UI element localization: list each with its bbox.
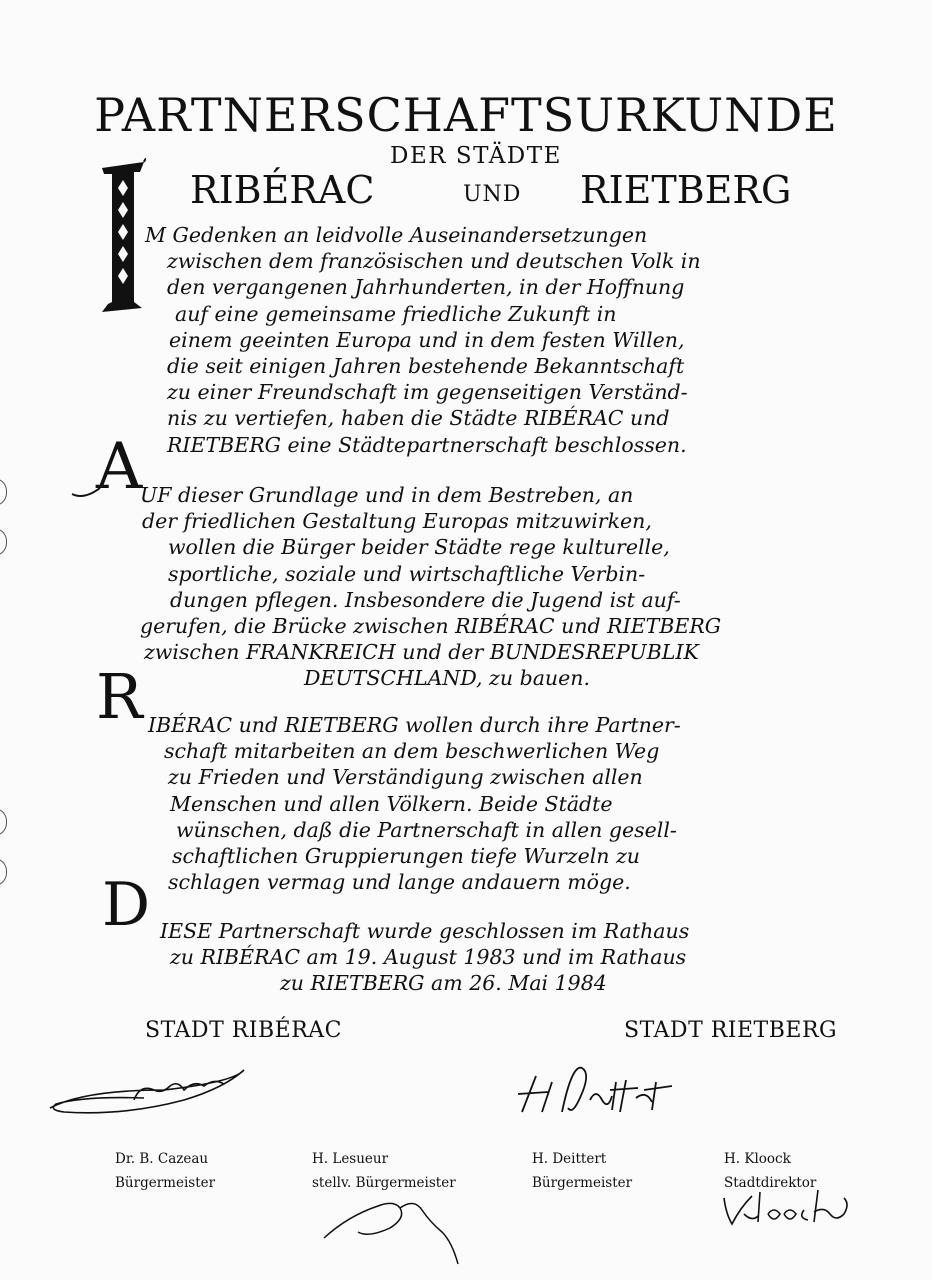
paragraph-line: IESE Partnerschaft wurde geschlossen im Rathaus xyxy=(160,919,690,943)
paragraph-line: RIETBERG eine Städtepartnerschaft beschlossen. xyxy=(167,432,687,457)
initial-a-flourish xyxy=(70,478,120,500)
paragraph-line: zu RIBÉRAC am 19. August 1983 und im Rathaus xyxy=(170,945,687,970)
signature-lesueur xyxy=(318,1192,468,1272)
punch-hole xyxy=(0,808,7,836)
paragraph-1 xyxy=(145,222,865,458)
initial-a: A xyxy=(96,430,143,504)
paragraph-line: zwischen dem französischen und deutschen Volk in xyxy=(167,249,701,274)
paragraph-line: zu RIETBERG am 26. Mai 1984 xyxy=(280,971,607,996)
signer-city-right: STADT RIETBERG xyxy=(624,1018,838,1043)
paragraph-4 xyxy=(160,918,860,997)
paragraph-line: schaft mitarbeiten an dem beschwerlichen Weg xyxy=(164,739,660,764)
paragraph-line: gerufen, die Brücke zwischen RIBÉRAC und RIETBERG xyxy=(140,614,722,639)
paragraph-line: UF dieser Grundlage und in dem Bestreben, an xyxy=(140,483,634,507)
paragraph-line: einem geeinten Europa und in dem festen Willen, xyxy=(169,327,685,352)
signature-deittert xyxy=(512,1052,692,1122)
paragraph-line: dungen pflegen. Insbesondere die Jugend ist auf- xyxy=(170,587,681,612)
decorated-initial-i xyxy=(100,158,146,316)
official-cazeau xyxy=(115,1147,215,1195)
paragraph-line: sportliche, soziale und wirtschaftliche Verbin- xyxy=(168,561,646,586)
paragraph-line: wollen die Bürger beider Städte rege kulturelle, xyxy=(168,535,670,560)
punch-hole xyxy=(0,528,7,556)
paragraph-line: wünschen, daß die Partnerschaft in allen gesell- xyxy=(176,817,677,842)
official-kloock xyxy=(724,1147,816,1195)
paragraph-line: Menschen und allen Völkern. Beide Städte xyxy=(170,791,613,816)
official-role: Stadtdirektor xyxy=(724,1175,817,1191)
paragraph-line: schlagen vermag und lange andauern möge. xyxy=(168,870,631,895)
paragraph-line: der friedlichen Gestaltung Europas mitzuwirken, xyxy=(142,509,652,534)
paragraph-line: den vergangenen Jahrhunderten, in der Hoffnung xyxy=(167,275,685,300)
city-2: RIETBERG xyxy=(580,168,792,212)
paragraph-line: DEUTSCHLAND, zu bauen. xyxy=(304,666,590,691)
paragraph-line: die seit einigen Jahren bestehende Bekanntschaft xyxy=(167,354,685,379)
punch-hole xyxy=(0,478,7,506)
initial-r: R xyxy=(96,660,143,733)
paragraph-2 xyxy=(140,482,860,692)
paragraph-line: auf eine gemeinsame friedliche Zukunft in xyxy=(175,301,617,326)
paragraph-line: schaftlichen Gruppierungen tiefe Wurzeln zu xyxy=(172,844,641,869)
city-1: RIBÉRAC xyxy=(190,168,375,212)
document-subtitle: DER STÄDTE xyxy=(390,143,562,169)
initial-d: D xyxy=(102,870,151,940)
paragraph-line: M Gedenken an leidvolle Auseinandersetzungen xyxy=(145,223,648,247)
official-role: Bürgermeister xyxy=(532,1175,633,1191)
official-name: H. Kloock xyxy=(724,1151,791,1167)
official-name: Dr. B. Cazeau xyxy=(115,1151,209,1167)
paragraph-line: nis zu vertiefen, haben die Städte RIBÉRAC und xyxy=(167,406,670,431)
official-deittert xyxy=(532,1147,632,1195)
document-title: PARTNERSCHAFTSURKUNDE xyxy=(94,88,838,142)
official-name: H. Deittert xyxy=(532,1151,607,1167)
paragraph-3 xyxy=(148,712,848,895)
paragraph-line: zu einer Freundschaft im gegenseitigen Verständ- xyxy=(167,380,688,405)
official-role: Bürgermeister xyxy=(115,1175,216,1191)
official-lesueur xyxy=(312,1147,456,1195)
paragraph-line: IBÉRAC und RIETBERG wollen durch ihre Partner- xyxy=(148,713,681,737)
punch-hole xyxy=(0,858,7,886)
paragraph-line: zu Frieden und Verständigung zwischen allen xyxy=(168,765,643,790)
signer-city-left: STADT RIBÉRAC xyxy=(145,1018,343,1043)
signature-cazeau xyxy=(44,1060,254,1122)
city-conjunction: UND xyxy=(463,182,522,207)
official-name: H. Lesueur xyxy=(312,1151,389,1167)
paragraph-line: zwischen FRANKREICH und der BUNDESREPUBLIK xyxy=(144,640,699,665)
official-role: stellv. Bürgermeister xyxy=(312,1175,456,1191)
